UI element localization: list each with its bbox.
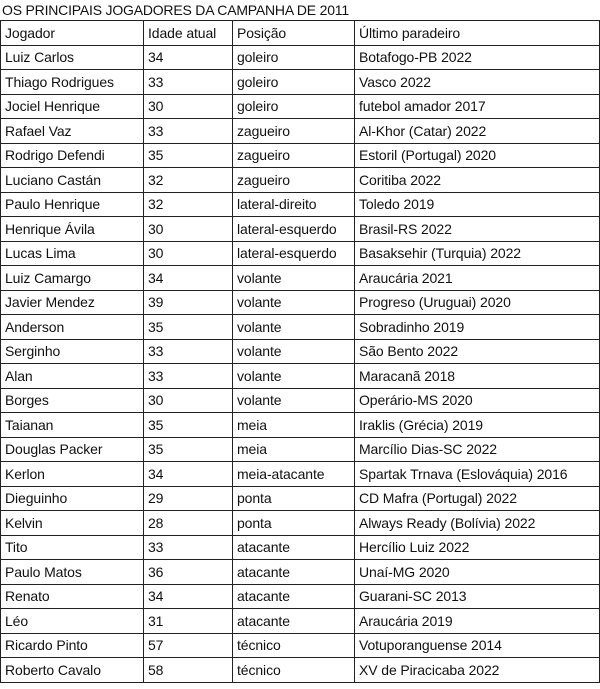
cell-jogador: Paulo Matos bbox=[1, 560, 144, 585]
cell-posicao: volante bbox=[233, 290, 355, 315]
table-row bbox=[1, 315, 600, 340]
cell-jogador: Kerlon bbox=[1, 462, 144, 487]
cell-posicao: zagueiro bbox=[233, 143, 355, 168]
cell-paradeiro: Basaksehir (Turquia) 2022 bbox=[355, 241, 600, 266]
cell-jogador: Luciano Castán bbox=[1, 168, 144, 193]
cell-idade: 57 bbox=[144, 633, 233, 658]
header-jogador: Jogador bbox=[1, 21, 144, 46]
cell-idade: 32 bbox=[144, 168, 233, 193]
cell-jogador: Javier Mendez bbox=[1, 290, 144, 315]
cell-jogador: Renato bbox=[1, 584, 144, 609]
cell-posicao: técnico bbox=[233, 658, 355, 683]
table-row bbox=[1, 535, 600, 560]
header-idade: Idade atual bbox=[144, 21, 233, 46]
cell-posicao: goleiro bbox=[233, 45, 355, 70]
table-row bbox=[1, 290, 600, 315]
table-row bbox=[1, 437, 600, 462]
cell-jogador: Jociel Henrique bbox=[1, 94, 144, 119]
players-table bbox=[0, 20, 600, 683]
table-row bbox=[1, 339, 600, 364]
cell-posicao: meia-atacante bbox=[233, 462, 355, 487]
cell-idade: 58 bbox=[144, 658, 233, 683]
table-row bbox=[1, 364, 600, 389]
cell-jogador: Léo bbox=[1, 609, 144, 634]
cell-idade: 39 bbox=[144, 290, 233, 315]
cell-jogador: Luiz Carlos bbox=[1, 45, 144, 70]
cell-paradeiro: Maracanã 2018 bbox=[355, 364, 600, 389]
cell-idade: 34 bbox=[144, 462, 233, 487]
cell-jogador: Taianan bbox=[1, 413, 144, 438]
table-row bbox=[1, 241, 600, 266]
cell-jogador: Anderson bbox=[1, 315, 144, 340]
cell-paradeiro: Progreso (Uruguai) 2020 bbox=[355, 290, 600, 315]
cell-posicao: zagueiro bbox=[233, 168, 355, 193]
cell-posicao: ponta bbox=[233, 511, 355, 536]
cell-posicao: ponta bbox=[233, 486, 355, 511]
cell-paradeiro: Al-Khor (Catar) 2022 bbox=[355, 119, 600, 144]
cell-idade: 30 bbox=[144, 388, 233, 413]
table-row bbox=[1, 119, 600, 144]
cell-paradeiro: Brasil-RS 2022 bbox=[355, 217, 600, 242]
cell-jogador: Ricardo Pinto bbox=[1, 633, 144, 658]
cell-idade: 33 bbox=[144, 70, 233, 95]
cell-jogador: Luiz Camargo bbox=[1, 266, 144, 291]
cell-idade: 35 bbox=[144, 315, 233, 340]
cell-jogador: Alan bbox=[1, 364, 144, 389]
table-row bbox=[1, 658, 600, 683]
cell-paradeiro: Botafogo-PB 2022 bbox=[355, 45, 600, 70]
cell-paradeiro: Sobradinho 2019 bbox=[355, 315, 600, 340]
table-row bbox=[1, 266, 600, 291]
cell-paradeiro: XV de Piracicaba 2022 bbox=[355, 658, 600, 683]
cell-jogador: Dieguinho bbox=[1, 486, 144, 511]
cell-paradeiro: Unaí-MG 2020 bbox=[355, 560, 600, 585]
cell-idade: 35 bbox=[144, 437, 233, 462]
cell-idade: 33 bbox=[144, 364, 233, 389]
table-row bbox=[1, 462, 600, 487]
cell-idade: 33 bbox=[144, 535, 233, 560]
cell-idade: 32 bbox=[144, 192, 233, 217]
cell-paradeiro: Estoril (Portugal) 2020 bbox=[355, 143, 600, 168]
cell-posicao: técnico bbox=[233, 633, 355, 658]
table-row bbox=[1, 168, 600, 193]
cell-paradeiro: Votuporanguense 2014 bbox=[355, 633, 600, 658]
table-title: OS PRINCIPAIS JOGADORES DA CAMPANHA DE 2011 bbox=[2, 2, 349, 18]
cell-paradeiro: Spartak Trnava (Eslováquia) 2016 bbox=[355, 462, 600, 487]
table-row bbox=[1, 388, 600, 413]
cell-jogador: Rafael Vaz bbox=[1, 119, 144, 144]
cell-posicao: atacante bbox=[233, 535, 355, 560]
cell-jogador: Borges bbox=[1, 388, 144, 413]
table-row bbox=[1, 45, 600, 70]
cell-idade: 34 bbox=[144, 266, 233, 291]
cell-paradeiro: Vasco 2022 bbox=[355, 70, 600, 95]
cell-idade: 34 bbox=[144, 45, 233, 70]
cell-idade: 30 bbox=[144, 217, 233, 242]
cell-idade: 35 bbox=[144, 413, 233, 438]
table-row bbox=[1, 560, 600, 585]
table-row bbox=[1, 511, 600, 536]
cell-posicao: volante bbox=[233, 339, 355, 364]
cell-idade: 30 bbox=[144, 94, 233, 119]
table-row bbox=[1, 609, 600, 634]
cell-posicao: volante bbox=[233, 315, 355, 340]
cell-idade: 31 bbox=[144, 609, 233, 634]
cell-idade: 28 bbox=[144, 511, 233, 536]
cell-idade: 30 bbox=[144, 241, 233, 266]
cell-paradeiro: Toledo 2019 bbox=[355, 192, 600, 217]
header-posicao: Posição bbox=[233, 21, 355, 46]
cell-jogador: Douglas Packer bbox=[1, 437, 144, 462]
cell-idade: 29 bbox=[144, 486, 233, 511]
cell-jogador: Paulo Henrique bbox=[1, 192, 144, 217]
cell-posicao: goleiro bbox=[233, 70, 355, 95]
cell-idade: 33 bbox=[144, 339, 233, 364]
table-row bbox=[1, 413, 600, 438]
table-row bbox=[1, 486, 600, 511]
table-row bbox=[1, 633, 600, 658]
cell-posicao: meia bbox=[233, 413, 355, 438]
header-paradeiro: Último paradeiro bbox=[355, 21, 600, 46]
cell-jogador: Serginho bbox=[1, 339, 144, 364]
cell-posicao: volante bbox=[233, 388, 355, 413]
cell-paradeiro: futebol amador 2017 bbox=[355, 94, 600, 119]
cell-paradeiro: Marcílio Dias-SC 2022 bbox=[355, 437, 600, 462]
cell-paradeiro: São Bento 2022 bbox=[355, 339, 600, 364]
cell-idade: 33 bbox=[144, 119, 233, 144]
table-row bbox=[1, 192, 600, 217]
cell-paradeiro: Guarani-SC 2013 bbox=[355, 584, 600, 609]
cell-posicao: lateral-direito bbox=[233, 192, 355, 217]
cell-idade: 35 bbox=[144, 143, 233, 168]
cell-jogador: Henrique Ávila bbox=[1, 217, 144, 242]
cell-posicao: lateral-esquerdo bbox=[233, 217, 355, 242]
cell-paradeiro: Always Ready (Bolívia) 2022 bbox=[355, 511, 600, 536]
cell-posicao: volante bbox=[233, 266, 355, 291]
cell-jogador: Tito bbox=[1, 535, 144, 560]
header-row bbox=[1, 21, 600, 46]
cell-posicao: zagueiro bbox=[233, 119, 355, 144]
cell-posicao: atacante bbox=[233, 560, 355, 585]
cell-posicao: atacante bbox=[233, 609, 355, 634]
cell-paradeiro: Araucária 2019 bbox=[355, 609, 600, 634]
cell-paradeiro: Iraklis (Grécia) 2019 bbox=[355, 413, 600, 438]
cell-posicao: lateral-esquerdo bbox=[233, 241, 355, 266]
table-row bbox=[1, 143, 600, 168]
cell-jogador: Lucas Lima bbox=[1, 241, 144, 266]
cell-posicao: goleiro bbox=[233, 94, 355, 119]
cell-jogador: Rodrigo Defendi bbox=[1, 143, 144, 168]
cell-idade: 36 bbox=[144, 560, 233, 585]
table-row bbox=[1, 94, 600, 119]
cell-jogador: Kelvin bbox=[1, 511, 144, 536]
table-row bbox=[1, 70, 600, 95]
table-row bbox=[1, 584, 600, 609]
cell-posicao: atacante bbox=[233, 584, 355, 609]
cell-paradeiro: Coritiba 2022 bbox=[355, 168, 600, 193]
cell-paradeiro: Hercílio Luiz 2022 bbox=[355, 535, 600, 560]
cell-idade: 34 bbox=[144, 584, 233, 609]
cell-paradeiro: Operário-MS 2020 bbox=[355, 388, 600, 413]
cell-posicao: meia bbox=[233, 437, 355, 462]
cell-jogador: Roberto Cavalo bbox=[1, 658, 144, 683]
cell-paradeiro: CD Mafra (Portugal) 2022 bbox=[355, 486, 600, 511]
cell-paradeiro: Araucária 2021 bbox=[355, 266, 600, 291]
table-row bbox=[1, 217, 600, 242]
cell-jogador: Thiago Rodrigues bbox=[1, 70, 144, 95]
cell-posicao: volante bbox=[233, 364, 355, 389]
